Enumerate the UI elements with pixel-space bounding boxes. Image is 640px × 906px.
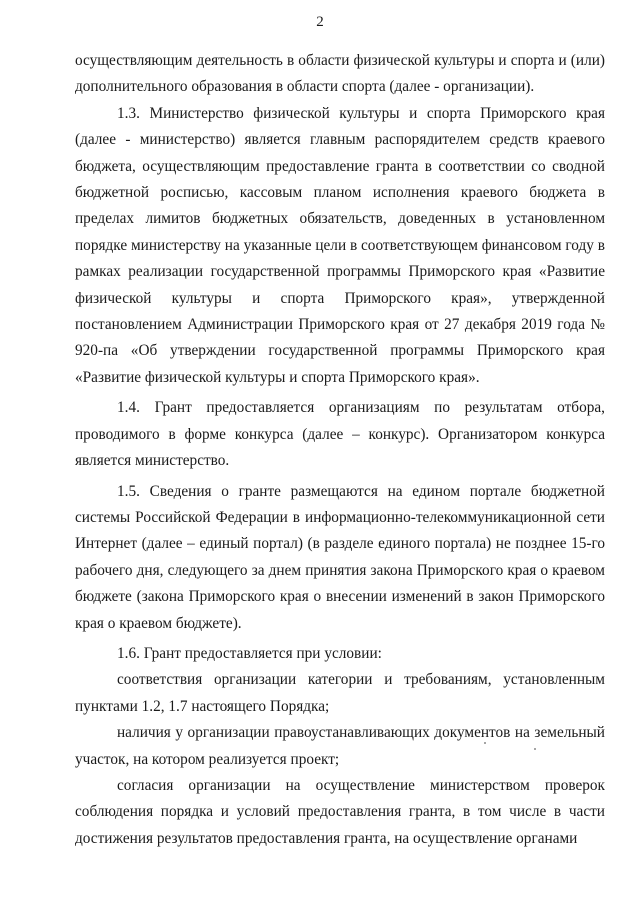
page-number: 2 — [316, 14, 324, 30]
document-body — [75, 48, 605, 852]
scan-artifact — [484, 742, 486, 744]
paragraph-1-3: 1.3. Министерство физической культуры и спорта Приморского края (далее - министерство) является главным распорядителем средств краевого бюджета, осуществляющим предоставление гранта в соответствии со сводной бюджетной росписью, кассовым планом исполнения краевого бюджета в пределах лимитов бюджетных обязательств, доведенных в установленном порядке министерству на указанные цели в соответствующем финансовом году в рамках реализации государственной программы Приморского края «Развитие физической культуры и спорта Приморского края», утвержденной постановлением Администрации Приморского края от 27 декабря 2019 года № 920-па «Об утверждении государственной программы Приморского края «Развитие физической культуры и спорта Приморского края». — [75, 104, 605, 386]
condition-item-2: наличия у организации правоустанавливающих документов на земельный участок, на котором реализуется проект; — [75, 724, 605, 768]
paragraph-1-4: 1.4. Грант предоставляется организациям по результатам отбора, проводимого в форме конкурса (далее – конкурс). Организатором конкурса является министерство. — [75, 399, 605, 470]
scan-artifact — [534, 748, 536, 750]
condition-item-3: согласия организации на осуществление министерством проверок соблюдения порядка и условий предоставления гранта, в том числе в части достижения результатов предоставления гранта, на осуществление органами — [75, 776, 605, 847]
paragraph-1-5: 1.5. Сведения о гранте размещаются на едином портале бюджетной системы Российской Федерации в информационно-телекоммуникационной сети Интернет (далее – единый портал) (в разделе единого портала) не позднее 15-го рабочего дня, следующего за днем принятия закона Приморского края о краевом бюджете (закона Приморского края о внесении изменений в закон Приморского края о краевом бюджете). — [75, 482, 605, 632]
paragraph-continuation: осуществляющим деятельность в области физической культуры и спорта и (или) дополнительного образования в области спорта (далее - организации). — [75, 52, 605, 96]
paragraph-1-6: 1.6. Грант предоставляется при условии: — [117, 644, 382, 662]
condition-item-1: соответствия организации категории и требованиям, установленным пунктами 1.2, 1.7 настоящего Порядка; — [75, 671, 605, 715]
